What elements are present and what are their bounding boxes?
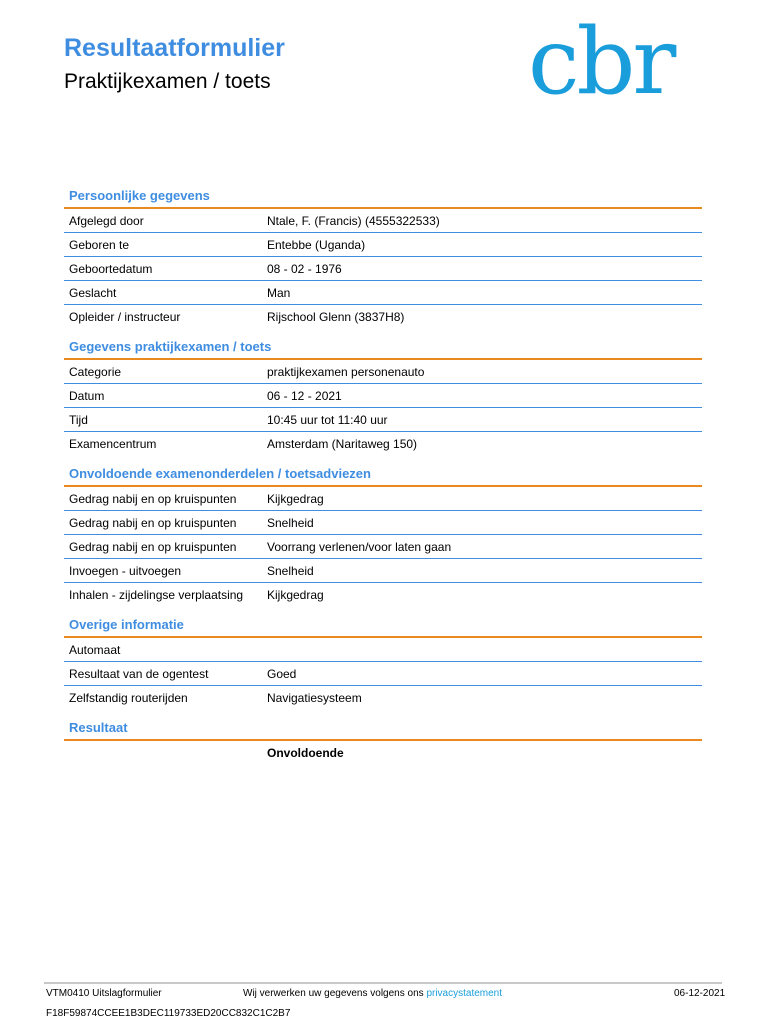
info-row — [64, 257, 702, 281]
row-value: Entebbe (Uganda) — [267, 238, 366, 252]
footer-divider — [44, 982, 722, 984]
info-row — [64, 583, 702, 606]
form-subtitle: Praktijkexamen / toets — [64, 70, 271, 93]
row-value: Voorrang verlenen/voor laten gaan — [267, 540, 452, 554]
result-label-spacer — [64, 741, 267, 763]
footer-hash: F18F59874CCEE1B3DEC119733ED20CC832C1C2B7 — [46, 1008, 291, 1019]
row-label: Examencentrum — [69, 437, 157, 451]
info-row — [64, 305, 702, 328]
row-value: Snelheid — [267, 516, 314, 530]
section-title: Persoonlijke gegevens — [69, 188, 210, 203]
section-title: Gegevens praktijkexamen / toets — [69, 339, 272, 354]
cbr-logo: cbr — [528, 8, 674, 115]
form-section — [64, 186, 702, 328]
row-label: Geboortedatum — [69, 262, 153, 276]
row-label: Automaat — [69, 643, 121, 657]
row-label: Afgelegd door — [69, 214, 144, 228]
row-label: Categorie — [69, 365, 122, 379]
info-row — [64, 360, 702, 384]
info-row — [64, 281, 702, 305]
info-row — [64, 432, 702, 455]
row-value — [267, 638, 702, 661]
row-value: 10:45 uur tot 11:40 uur — [267, 413, 388, 427]
result-value: Onvoldoende — [267, 746, 344, 760]
info-row — [64, 209, 702, 233]
row-label: Invoegen - uitvoegen — [69, 564, 182, 578]
row-value: praktijkexamen personenauto — [267, 365, 425, 379]
privacy-statement-link[interactable]: privacystatement — [426, 988, 503, 999]
info-row — [64, 638, 702, 662]
row-label: Gedrag nabij en op kruispunten — [69, 492, 237, 506]
info-row — [64, 686, 702, 709]
row-label: Geboren te — [69, 238, 130, 252]
row-label: Zelfstandig routerijden — [69, 691, 188, 705]
form-content — [64, 186, 702, 772]
info-row — [64, 662, 702, 686]
row-value: 08 - 02 - 1976 — [267, 262, 342, 276]
row-label: Tijd — [69, 413, 88, 427]
row-label: Gedrag nabij en op kruispunten — [69, 516, 237, 530]
result-section-title: Resultaat — [69, 720, 128, 735]
row-value: Goed — [267, 667, 297, 681]
row-label: Datum — [69, 389, 105, 403]
row-value: Kijkgedrag — [267, 492, 324, 506]
row-value: Amsterdam (Naritaweg 150) — [267, 437, 418, 451]
form-section — [64, 337, 702, 455]
result-row — [64, 741, 702, 763]
row-label: Inhalen - zijdelingse verplaatsing — [69, 588, 244, 602]
row-value: Kijkgedrag — [267, 588, 324, 602]
footer-date: 06-12-2021 — [674, 988, 726, 999]
footer-privacy — [243, 988, 502, 999]
sections-container — [64, 186, 702, 709]
footer-privacy-text: Wij verwerken uw gegevens volgens ons — [243, 988, 424, 999]
row-label: Geslacht — [69, 286, 117, 300]
form-title: Resultaatformulier — [64, 34, 285, 62]
section-title: Onvoldoende examenonderdelen / toetsadviezen — [69, 466, 371, 481]
form-section — [64, 464, 702, 606]
row-value: Ntale, F. (Francis) (4555322533) — [267, 214, 440, 228]
row-value: Snelheid — [267, 564, 314, 578]
row-value: Rijschool Glenn (3837H8) — [267, 310, 405, 324]
info-row — [64, 487, 702, 511]
row-value: Man — [267, 286, 291, 300]
info-row — [64, 511, 702, 535]
row-label: Resultaat van de ogentest — [69, 667, 209, 681]
result-section — [64, 718, 702, 763]
info-row — [64, 233, 702, 257]
info-row — [64, 535, 702, 559]
row-value: 06 - 12 - 2021 — [267, 389, 342, 403]
row-label: Opleider / instructeur — [69, 310, 181, 324]
info-row — [64, 408, 702, 432]
footer-form-code: VTM0410 Uitslagformulier — [46, 988, 162, 999]
row-label: Gedrag nabij en op kruispunten — [69, 540, 237, 554]
section-title: Overige informatie — [69, 617, 184, 632]
info-row — [64, 559, 702, 583]
row-value: Navigatiesysteem — [267, 691, 362, 705]
form-section — [64, 615, 702, 709]
info-row — [64, 384, 702, 408]
